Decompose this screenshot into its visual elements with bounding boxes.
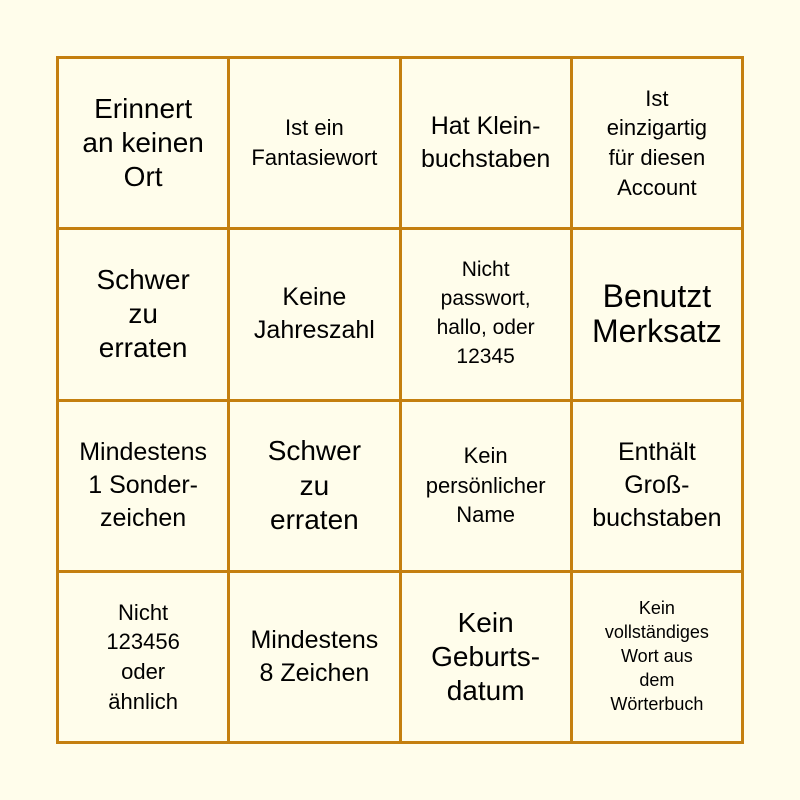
bingo-cell[interactable]: Ist ein Fantasiewort [230,59,398,227]
bingo-cell[interactable]: Kein persönlicher Name [402,402,570,570]
bingo-cell[interactable]: Kein vollständiges Wort aus dem Wörterbuch [573,573,741,741]
bingo-cell[interactable]: Enthält Groß- buchstaben [573,402,741,570]
bingo-cell[interactable]: Keine Jahreszahl [230,230,398,398]
bingo-board [56,56,744,744]
bingo-cell[interactable]: Erinnert an keinen Ort [59,59,227,227]
bingo-cell[interactable]: Ist einzigartig für diesen Account [573,59,741,227]
bingo-cell[interactable]: Mindestens 1 Sonder- zeichen [59,402,227,570]
bingo-cell[interactable]: Schwer zu erraten [59,230,227,398]
bingo-cell[interactable]: Benutzt Merksatz [573,230,741,398]
bingo-cell[interactable]: Mindestens 8 Zeichen [230,573,398,741]
bingo-cell[interactable]: Nicht 123456 oder ähnlich [59,573,227,741]
bingo-cell[interactable]: Hat Klein- buchstaben [402,59,570,227]
bingo-cell[interactable]: Kein Geburts- datum [402,573,570,741]
bingo-cell[interactable]: Schwer zu erraten [230,402,398,570]
bingo-cell[interactable]: Nicht passwort, hallo, oder 12345 [402,230,570,398]
